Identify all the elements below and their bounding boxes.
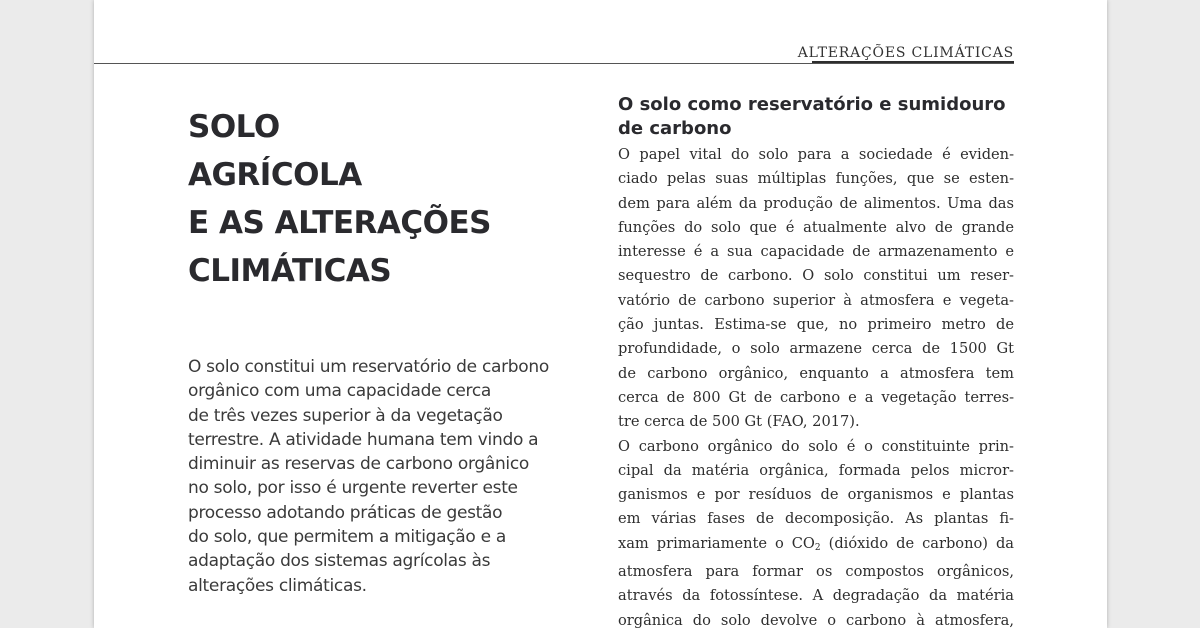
lead-line: do solo, que permitem a mitigação e a	[188, 527, 506, 548]
body-line: cerca de 800 Gt de carbono e a vegetação terres-	[618, 388, 1014, 406]
co2-text: xam primariamente o CO	[618, 534, 815, 552]
section-heading	[618, 93, 1018, 141]
body-line: atmosfera para formar os compostos orgânicos,	[618, 563, 1014, 581]
body-line-co2	[618, 532, 1014, 560]
article-title	[188, 103, 491, 295]
body-line: vatório de carbono superior à atmosfera e vegeta-	[618, 291, 1014, 309]
lead-line: no solo, por isso é urgente reverter este	[188, 478, 518, 499]
body-line: ganismos e por resíduos de organismos e plantas	[618, 486, 1014, 504]
body-line: em várias fases de decomposição. As plantas fi-	[618, 510, 1014, 528]
lead-line: de três vezes superior à da vegetação	[188, 405, 503, 426]
title-line: E AS ALTERAÇÕES	[188, 205, 491, 241]
body-line: sequestro de carbono. O solo constitui um reser-	[618, 267, 1014, 285]
body-line: ção juntas. Estima-se que, no primeiro metro de	[618, 316, 1014, 334]
body-line: através da fotossíntese. A degradação da matéria	[618, 587, 1014, 605]
lead-line: diminuir as reservas de carbono orgânico	[188, 454, 529, 475]
body-line: profundidade, o solo armazene cerca de 1500 Gt	[618, 340, 1014, 358]
body-line: O carbono orgânico do solo é o constituinte prin-	[618, 437, 1014, 455]
lead-line: orgânico com uma capacidade cerca	[188, 381, 492, 402]
lead-line: terrestre. A atividade humana tem vindo a	[188, 429, 539, 450]
body-line: ciado pelas suas múltiplas funções, que se esten-	[618, 170, 1014, 188]
title-line: CLIMÁTICAS	[188, 253, 392, 289]
title-line: AGRÍCOLA	[188, 157, 362, 193]
body-line: dem para além da produção de alimentos. Uma das	[618, 194, 1014, 212]
lead-line: adaptação dos sistemas agrícolas às	[188, 551, 491, 572]
body-text	[618, 143, 1018, 628]
body-line: interesse é a sua capacidade de armazenamento e	[618, 243, 1014, 261]
section-heading-line: de carbono	[618, 118, 732, 139]
body-line: de carbono orgânico, enquanto a atmosfera tem	[618, 364, 1014, 382]
co2-tail: (dióxido de carbono) da	[820, 534, 1014, 552]
body-line: O papel vital do solo para a sociedade é eviden-	[618, 146, 1014, 163]
co2-subscript: 2	[814, 542, 821, 553]
lead-paragraph	[188, 355, 588, 598]
document-page	[94, 0, 1107, 628]
running-header: ALTERAÇÕES CLIMÁTICAS	[797, 45, 1014, 61]
title-line: SOLO	[188, 109, 280, 145]
section-heading-line: O solo como reservatório e sumidouro	[618, 94, 1006, 115]
lead-line: processo adotando práticas de gestão	[188, 502, 503, 523]
header-rule	[94, 63, 1014, 64]
lead-line: alterações climáticas.	[188, 575, 367, 596]
body-line: cipal da matéria orgânica, formada pelos micror-	[618, 461, 1014, 479]
body-line: orgânica do solo devolve o carbono à atmosfera,	[618, 611, 1014, 628]
lead-line: O solo constitui um reservatório de carbono	[188, 357, 549, 377]
body-line: tre cerca de 500 Gt (FAO, 2017).	[618, 413, 860, 431]
body-line: funções do solo que é atualmente alvo de grande	[618, 218, 1014, 236]
